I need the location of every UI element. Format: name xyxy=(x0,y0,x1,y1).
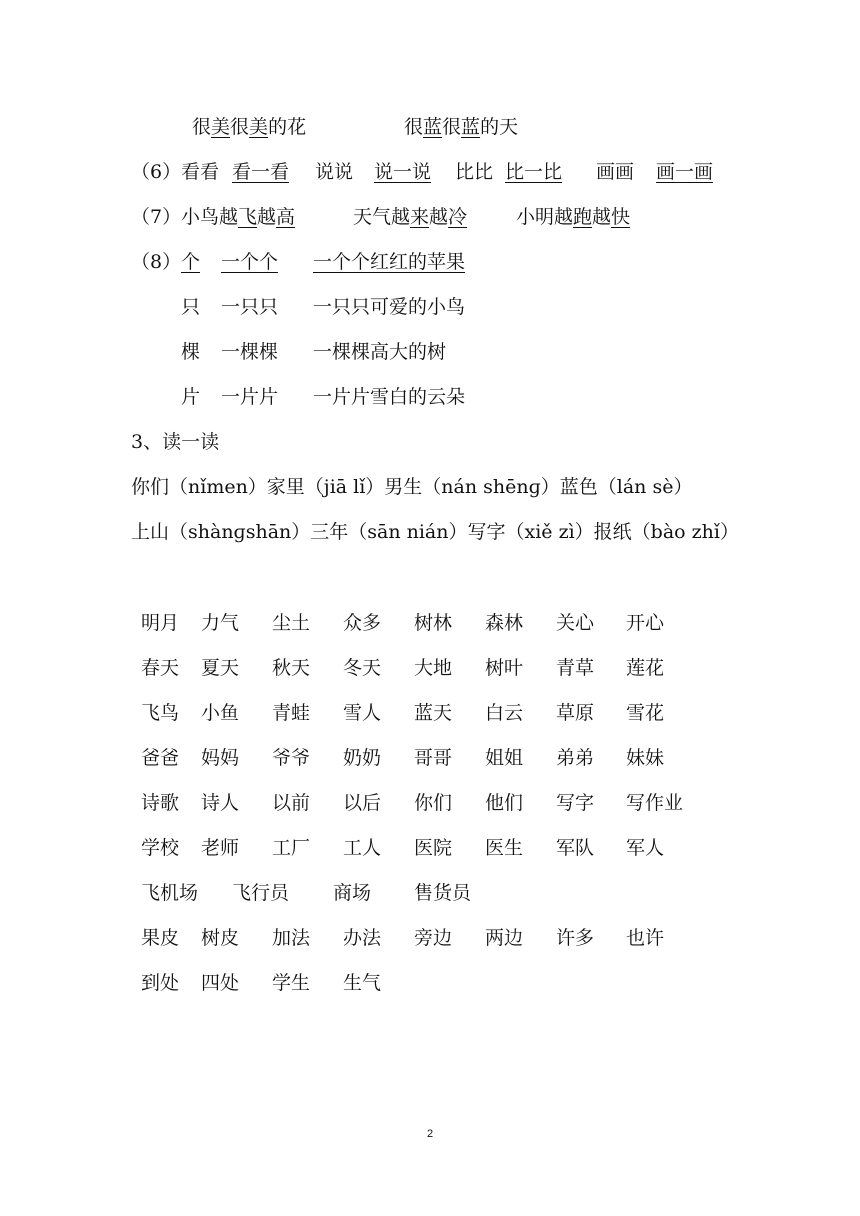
word-cell: 蓝天 xyxy=(414,702,453,724)
word-cell: 尘土 xyxy=(272,612,311,634)
item-7-phrase-2 xyxy=(353,204,467,230)
answer-underlined: 高 xyxy=(276,206,296,228)
word-cell: 雪花 xyxy=(626,702,665,724)
item-8-phrase: 一片片雪白的云朵 xyxy=(313,386,466,408)
word-cell: 飞行员 xyxy=(232,882,290,904)
item-6-word: 看看 xyxy=(181,161,220,183)
text: 越 xyxy=(257,206,277,228)
word-row xyxy=(0,790,860,816)
word-cell: 莲花 xyxy=(626,657,665,679)
text: 很 xyxy=(442,116,462,138)
item-8-measure-word: 只 xyxy=(181,296,201,318)
word-cell: 写作业 xyxy=(626,792,684,814)
item-8-repeated: 一个个 xyxy=(221,251,279,273)
word-cell: 商场 xyxy=(333,882,372,904)
text: 小鸟越 xyxy=(181,206,239,228)
word-cell: 飞鸟 xyxy=(141,702,180,724)
item-6-answer: 说一说 xyxy=(374,161,432,183)
word-row xyxy=(0,700,860,726)
word-cell: 医生 xyxy=(485,837,524,859)
text: 越 xyxy=(429,206,449,228)
text: 很 xyxy=(404,116,424,138)
answer-underlined: 来 xyxy=(410,206,430,228)
word-cell: 树叶 xyxy=(485,657,524,679)
word-cell: 白云 xyxy=(485,702,524,724)
beautiful-flower-line xyxy=(192,114,306,140)
word-row xyxy=(0,745,860,771)
word-cell: 明月 xyxy=(141,612,180,634)
item-8-repeated: 一棵棵 xyxy=(221,341,279,363)
item-8-phrase: 一棵棵高大的树 xyxy=(313,341,447,363)
word-cell: 到处 xyxy=(141,972,180,994)
word-cell: 军人 xyxy=(626,837,665,859)
item-6-number: （6） xyxy=(131,161,182,183)
word-cell: 关心 xyxy=(556,612,595,634)
word-cell: 飞机场 xyxy=(141,882,199,904)
text: 天气越 xyxy=(353,206,411,228)
word-cell: 办法 xyxy=(343,927,382,949)
item-6-answer: 看一看 xyxy=(232,161,290,183)
section-3-heading: 3、读一读 xyxy=(131,431,220,453)
word-cell: 军队 xyxy=(556,837,595,859)
word-cell: 弟弟 xyxy=(556,747,595,769)
answer-underlined: 冷 xyxy=(448,206,468,228)
answer-underlined: 跑 xyxy=(573,206,593,228)
word-row xyxy=(0,880,860,906)
word-cell: 爸爸 xyxy=(141,747,180,769)
word-row xyxy=(0,835,860,861)
item-6-word: 比比 xyxy=(455,161,494,183)
word-cell: 学校 xyxy=(141,837,180,859)
word-cell: 雪人 xyxy=(343,702,382,724)
item-8-repeated: 一片片 xyxy=(221,386,279,408)
word-cell: 冬天 xyxy=(343,657,382,679)
word-cell: 以后 xyxy=(343,792,382,814)
word-cell: 以前 xyxy=(272,792,311,814)
word-cell: 草原 xyxy=(556,702,595,724)
text: 小明越 xyxy=(516,206,574,228)
word-cell: 诗歌 xyxy=(141,792,180,814)
word-cell: 青草 xyxy=(556,657,595,679)
text: 很 xyxy=(230,116,250,138)
item-6-answer: 画一画 xyxy=(656,161,714,183)
item-7-phrase-1 xyxy=(181,204,295,230)
word-cell: 许多 xyxy=(556,927,595,949)
word-cell: 妹妹 xyxy=(626,747,665,769)
word-cell: 树皮 xyxy=(201,927,240,949)
word-cell: 春天 xyxy=(141,657,180,679)
item-7-phrase-3 xyxy=(516,204,630,230)
word-row xyxy=(0,925,860,951)
word-cell: 妈妈 xyxy=(201,747,240,769)
word-cell: 诗人 xyxy=(201,792,240,814)
word-cell: 你们 xyxy=(414,792,453,814)
answer-underlined: 美 xyxy=(211,116,231,138)
item-7-number: （7） xyxy=(131,206,182,228)
word-cell: 售货员 xyxy=(414,882,472,904)
item-8-phrase: 一个个红红的苹果 xyxy=(313,251,466,273)
item-6-word: 画画 xyxy=(596,161,635,183)
blue-sky-line xyxy=(404,114,518,140)
word-cell: 树林 xyxy=(414,612,453,634)
word-row xyxy=(0,610,860,636)
answer-underlined: 快 xyxy=(611,206,631,228)
answer-underlined: 蓝 xyxy=(423,116,443,138)
word-cell: 奶奶 xyxy=(343,747,382,769)
word-cell: 爷爷 xyxy=(272,747,311,769)
answer-underlined: 美 xyxy=(249,116,269,138)
word-row xyxy=(0,655,860,681)
word-cell: 小鱼 xyxy=(201,702,240,724)
word-cell: 众多 xyxy=(343,612,382,634)
word-cell: 夏天 xyxy=(201,657,240,679)
item-8-repeated: 一只只 xyxy=(221,296,279,318)
word-row xyxy=(0,970,860,996)
word-cell: 果皮 xyxy=(141,927,180,949)
answer-underlined: 蓝 xyxy=(461,116,481,138)
word-cell: 大地 xyxy=(414,657,453,679)
word-cell: 工人 xyxy=(343,837,382,859)
word-cell: 写字 xyxy=(556,792,595,814)
text: 越 xyxy=(592,206,612,228)
item-8-number: （8） xyxy=(131,251,182,273)
word-cell: 森林 xyxy=(485,612,524,634)
word-cell: 生气 xyxy=(343,972,382,994)
word-cell: 四处 xyxy=(201,972,240,994)
word-cell: 医院 xyxy=(414,837,453,859)
item-8-phrase: 一只只可爱的小鸟 xyxy=(313,296,466,318)
word-cell: 力气 xyxy=(201,612,240,634)
word-cell: 学生 xyxy=(272,972,311,994)
text: 的花 xyxy=(268,116,307,138)
pinyin-line-2: 上山（shànɡshān）三年（sān nián）写字（xiě zì）报纸（bào zhǐ） xyxy=(131,521,739,543)
word-cell: 姐姐 xyxy=(485,747,524,769)
item-8-measure-word: 片 xyxy=(181,386,201,408)
word-cell: 哥哥 xyxy=(414,747,453,769)
word-cell: 旁边 xyxy=(414,927,453,949)
word-cell: 也许 xyxy=(626,927,665,949)
answer-underlined: 飞 xyxy=(238,206,258,228)
word-cell: 两边 xyxy=(485,927,524,949)
pinyin-line-1: 你们（nǐmen）家里（jiā lǐ）男生（nán shēnɡ）蓝色（lán sè） xyxy=(131,476,693,498)
word-cell: 老师 xyxy=(201,837,240,859)
item-6-answer: 比一比 xyxy=(505,161,563,183)
item-8-measure-word: 棵 xyxy=(181,341,201,363)
item-6-word: 说说 xyxy=(315,161,354,183)
word-cell: 加法 xyxy=(272,927,311,949)
word-cell: 工厂 xyxy=(272,837,311,859)
page-number: 2 xyxy=(426,1128,434,1140)
word-cell: 他们 xyxy=(485,792,524,814)
word-cell: 开心 xyxy=(626,612,665,634)
word-cell: 青蛙 xyxy=(272,702,311,724)
text: 很 xyxy=(192,116,212,138)
word-cell: 秋天 xyxy=(272,657,311,679)
text: 的天 xyxy=(480,116,519,138)
item-8-measure-word: 个 xyxy=(181,251,201,273)
